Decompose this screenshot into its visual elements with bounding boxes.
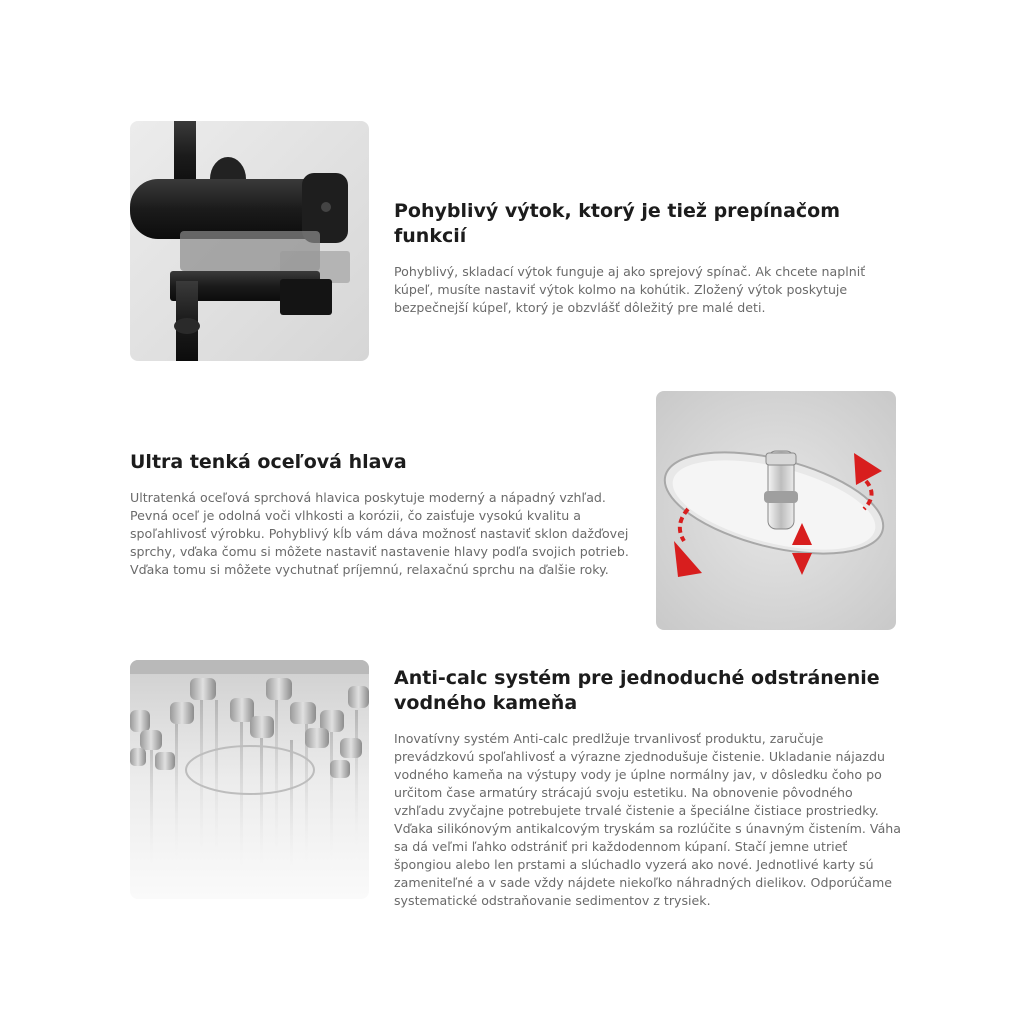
anti-calc-nozzles-image: [130, 660, 369, 899]
section-1-title: Pohyblivý výtok, ktorý je tiež prepínačom funkcií: [394, 200, 841, 247]
section-3-title: Anti-calc systém pre jednoduché odstránenie vodného kameňa: [394, 667, 880, 714]
section-3-text: [394, 666, 904, 910]
section-2-text: [130, 450, 635, 579]
shower-head-image: [656, 391, 896, 630]
section-2-title: Ultra tenká oceľová hlava: [130, 451, 407, 473]
section-3-body: Inovatívny systém Anti-calc predlžuje trvanlivosť produktu, zaručuje prevádzkovú spoľahlivosť a výrazne zjednodušuje čistenie. Ukladanie nájazdu vodného kameňa na výstupy vody je úplne normálny jav, v dôsledku čoho po určitom čase armatúry strácajú svoju estetiku. Na obnovenie pôvodného vzhľadu zvyčajne potrebujete trvalé čistenie a špeciálne čistiace prostriedky. Vďaka silikónovým antikalcovým tryskám sa rozlúčite s únavným čistením. Váha sa dá veľmi ľahko odstrániť pri každodennom kúpaní. Stačí jemne utrieť špongiou alebo len prstami a slúchadlo vyzerá ako nové. Jednotlivé karty sú zameniteľné a v sade vždy nájdete niekoľko náhradných dielikov. Odporúčame systematické odstraňovanie sedimentov z trysiek.: [394, 731, 901, 908]
section-1-text: [394, 199, 904, 317]
faucet-spout-image: [130, 121, 369, 361]
section-1-body: Pohyblivý, skladací výtok funguje aj ako sprejový spínač. Ak chcete naplniť kúpeľ, musíte nastaviť výtok kolmo na kohútik. Zložený výtok poskytuje bezpečnejší kúpeľ, ktorý je obzvlášť dôležitý pre malé deti.: [394, 264, 866, 315]
section-2-body: Ultratenká oceľová sprchová hlavica poskytuje moderný a nápadný vzhľad. Pevná oceľ je odolná voči vlhkosti a korózii, čo zaisťuje vysokú kvalitu a spoľahlivosť výrobku. Pohyblivý kĺb vám dáva možnosť nastaviť sklon dažďovej sprchy, vďaka čomu si môžete nastaviť nastavenie hlavy podľa svojich potrieb. Vďaka tomu si môžete vychutnať príjemnú, relaxačnú sprchu na ďalšie roky.: [130, 490, 629, 577]
